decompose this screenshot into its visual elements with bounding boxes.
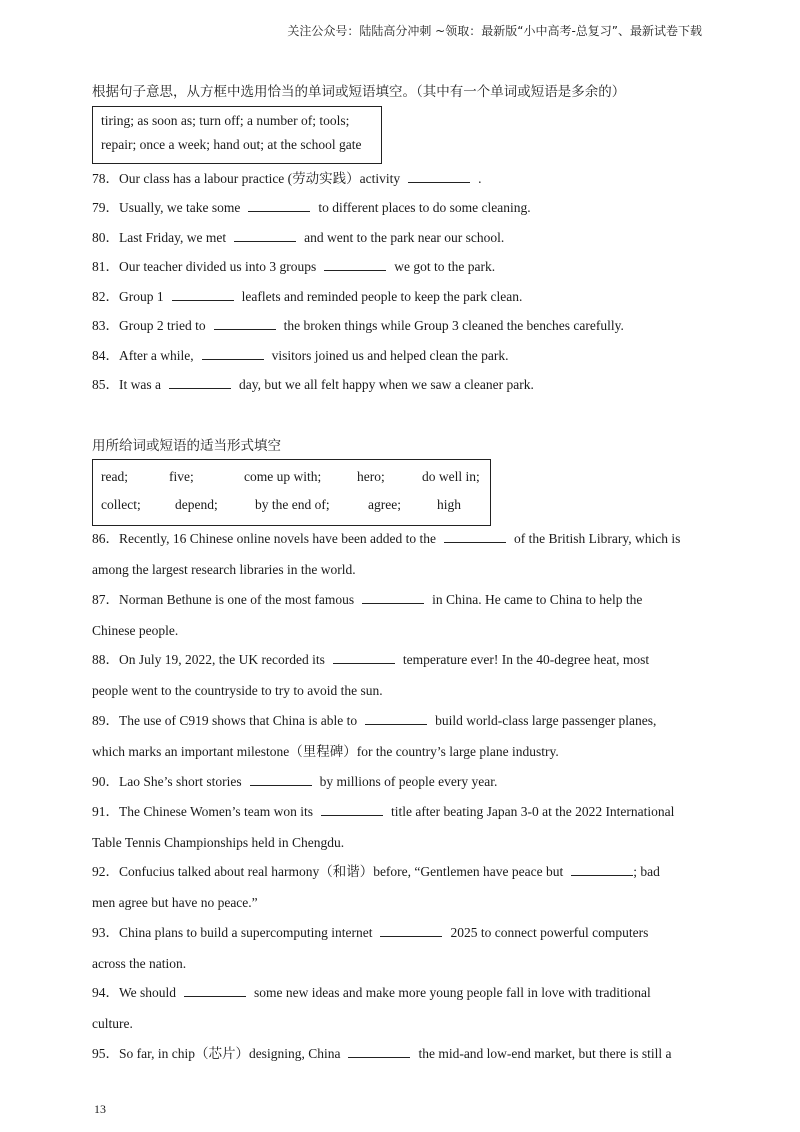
question-text-after: to different places to do some cleaning.: [318, 200, 531, 215]
question-text-before: Confucius talked about real harmony（和谐）before, “Gentlemen have peace but: [119, 864, 564, 879]
answer-blank[interactable]: [333, 651, 395, 664]
question-0: [92, 170, 482, 187]
question-text-after: visitors joined us and helped clean the park.: [271, 348, 509, 363]
question-text-before: Group 1: [119, 289, 164, 304]
question-text-after: by millions of people every year.: [319, 774, 498, 789]
question-5: [92, 317, 624, 334]
word-box-2-item: agree;: [368, 497, 401, 512]
section2-instruction: 用所给词或短语的适当形式填空: [92, 438, 281, 454]
answer-blank[interactable]: [324, 258, 386, 271]
question-text-before: China plans to build a supercomputing internet: [119, 925, 373, 940]
answer-blank[interactable]: [202, 347, 264, 360]
question-text-before: The use of C919 shows that China is able to: [119, 713, 358, 728]
answer-blank[interactable]: [184, 984, 246, 997]
question-text-before: Lao She’s short stories: [119, 774, 242, 789]
answer-blank[interactable]: [234, 229, 296, 242]
word-box-2-item: high: [437, 497, 462, 512]
question-text-after: and went to the park near our school.: [304, 230, 505, 245]
question-number: 91．: [92, 804, 119, 819]
word-box-2-item: read;: [101, 469, 128, 484]
question-3: [92, 712, 656, 729]
question-text-after: 2025 to connect powerful computers: [450, 925, 649, 940]
question-6: [92, 347, 509, 364]
page-number: 13: [94, 1102, 106, 1116]
word-box-2-item: collect;: [101, 497, 141, 512]
answer-blank[interactable]: [408, 170, 470, 183]
word-box-1-line-1: tiring; as soon as; turn off; a number of; tools;: [101, 113, 350, 128]
page-header: 关注公众号：陆陆高分冲刺 ~领取：最新版“小中高考-总复习”、最新试卷下载: [287, 24, 702, 38]
question-text-before: After a while,: [119, 348, 194, 363]
question-text-before: On July 19, 2022, the UK recorded its: [119, 652, 325, 667]
question-continuation: across the nation.: [92, 956, 187, 971]
question-text-before: So far, in chip（芯片）designing, China: [119, 1046, 341, 1061]
question-number: 79．: [92, 200, 119, 215]
question-number: 86．: [92, 531, 119, 546]
question-text-before: Recently, 16 Chinese online novels have been added to the: [119, 531, 437, 546]
question-continuation: men agree but have no peace.”: [92, 895, 258, 910]
question-text-before: Our teacher divided us into 3 groups: [119, 259, 317, 274]
question-continuation: among the largest research libraries in the world.: [92, 562, 356, 577]
question-8: [92, 984, 651, 1001]
word-box-2: [92, 459, 491, 526]
section1-instruction: 根据句子意思，从方框中选用恰当的单词或短语填空。（其中有一个单词或短语是多余的）: [92, 84, 626, 100]
question-number: 84．: [92, 348, 119, 363]
question-1: [92, 199, 531, 216]
question-text-after: the broken things while Group 3 cleaned the benches carefully.: [283, 318, 624, 333]
question-1: [92, 591, 642, 608]
question-continuation: Chinese people.: [92, 623, 179, 638]
question-number: 87．: [92, 592, 119, 607]
question-number: 93．: [92, 925, 119, 940]
word-box-2-item: depend;: [175, 497, 218, 512]
question-text-after: ; bad: [633, 864, 660, 879]
question-number: 88．: [92, 652, 119, 667]
answer-blank[interactable]: [248, 199, 310, 212]
question-text-before: Last Friday, we met: [119, 230, 227, 245]
question-number: 78．: [92, 171, 119, 186]
answer-blank[interactable]: [172, 288, 234, 301]
question-text-after: the mid-and low-end market, but there is still a: [418, 1046, 672, 1061]
word-box-2-item: do well in;: [422, 469, 480, 484]
question-text-before: Group 2 tried to: [119, 318, 206, 333]
word-box-2-item: by the end of;: [255, 497, 330, 512]
question-text-before: Usually, we take some: [119, 200, 241, 215]
word-box-1: [92, 106, 382, 164]
question-continuation: Table Tennis Championships held in Chengdu.: [92, 835, 345, 850]
question-9: [92, 1045, 672, 1062]
question-text-after: .: [478, 171, 482, 186]
question-text-after: temperature ever! In the 40-degree heat, most: [402, 652, 650, 667]
question-number: 81．: [92, 259, 119, 274]
question-text-after: we got to the park.: [394, 259, 496, 274]
question-number: 83．: [92, 318, 119, 333]
question-number: 90．: [92, 774, 119, 789]
answer-blank[interactable]: [571, 863, 633, 876]
question-5: [92, 803, 674, 820]
answer-blank[interactable]: [214, 317, 276, 330]
question-0: [92, 530, 680, 547]
question-text-after: in China. He came to China to help the: [432, 592, 643, 607]
answer-blank[interactable]: [250, 773, 312, 786]
answer-blank[interactable]: [444, 530, 506, 543]
question-number: 89．: [92, 713, 119, 728]
question-7: [92, 924, 648, 941]
question-text-before: Our class has a labour practice (劳动实践）activity: [119, 171, 401, 186]
question-6: [92, 863, 660, 880]
question-text-after: leaflets and reminded people to keep the park clean.: [241, 289, 523, 304]
question-number: 95．: [92, 1046, 119, 1061]
answer-blank[interactable]: [321, 803, 383, 816]
question-number: 85．: [92, 377, 119, 392]
question-number: 94．: [92, 985, 119, 1000]
question-text-after: some new ideas and make more young people fall in love with traditional: [254, 985, 651, 1000]
question-3: [92, 258, 495, 275]
question-text-after: of the British Library, which is: [514, 531, 681, 546]
answer-blank[interactable]: [380, 924, 442, 937]
answer-blank[interactable]: [365, 712, 427, 725]
question-4: [92, 288, 522, 305]
answer-blank[interactable]: [169, 376, 231, 389]
question-text-before: The Chinese Women’s team won its: [119, 804, 314, 819]
question-text-after: title after beating Japan 3-0 at the 2022 International: [391, 804, 675, 819]
question-text-before: It was a: [119, 377, 161, 392]
question-continuation: which marks an important milestone（里程碑）for the country’s large plane industry.: [92, 744, 559, 759]
question-text-after: build world-class large passenger planes,: [435, 713, 657, 728]
question-text-before: Norman Bethune is one of the most famous: [119, 592, 355, 607]
question-number: 82．: [92, 289, 119, 304]
question-2: [92, 229, 504, 246]
question-continuation: culture.: [92, 1016, 133, 1031]
question-text-after: day, but we all felt happy when we saw a cleaner park.: [238, 377, 534, 392]
word-box-2-item: come up with;: [244, 469, 322, 484]
question-continuation: people went to the countryside to try to avoid the sun.: [92, 683, 383, 698]
word-box-2-item: five;: [169, 469, 194, 484]
answer-blank[interactable]: [362, 591, 424, 604]
question-2: [92, 651, 649, 668]
question-text-before: We should: [119, 985, 177, 1000]
word-box-2-item: hero;: [357, 469, 385, 484]
answer-blank[interactable]: [348, 1045, 410, 1058]
word-box-1-line-2: repair; once a week; hand out; at the school gate: [101, 137, 362, 152]
question-number: 92．: [92, 864, 119, 879]
question-number: 80．: [92, 230, 119, 245]
question-7: [92, 376, 534, 393]
question-4: [92, 773, 497, 790]
